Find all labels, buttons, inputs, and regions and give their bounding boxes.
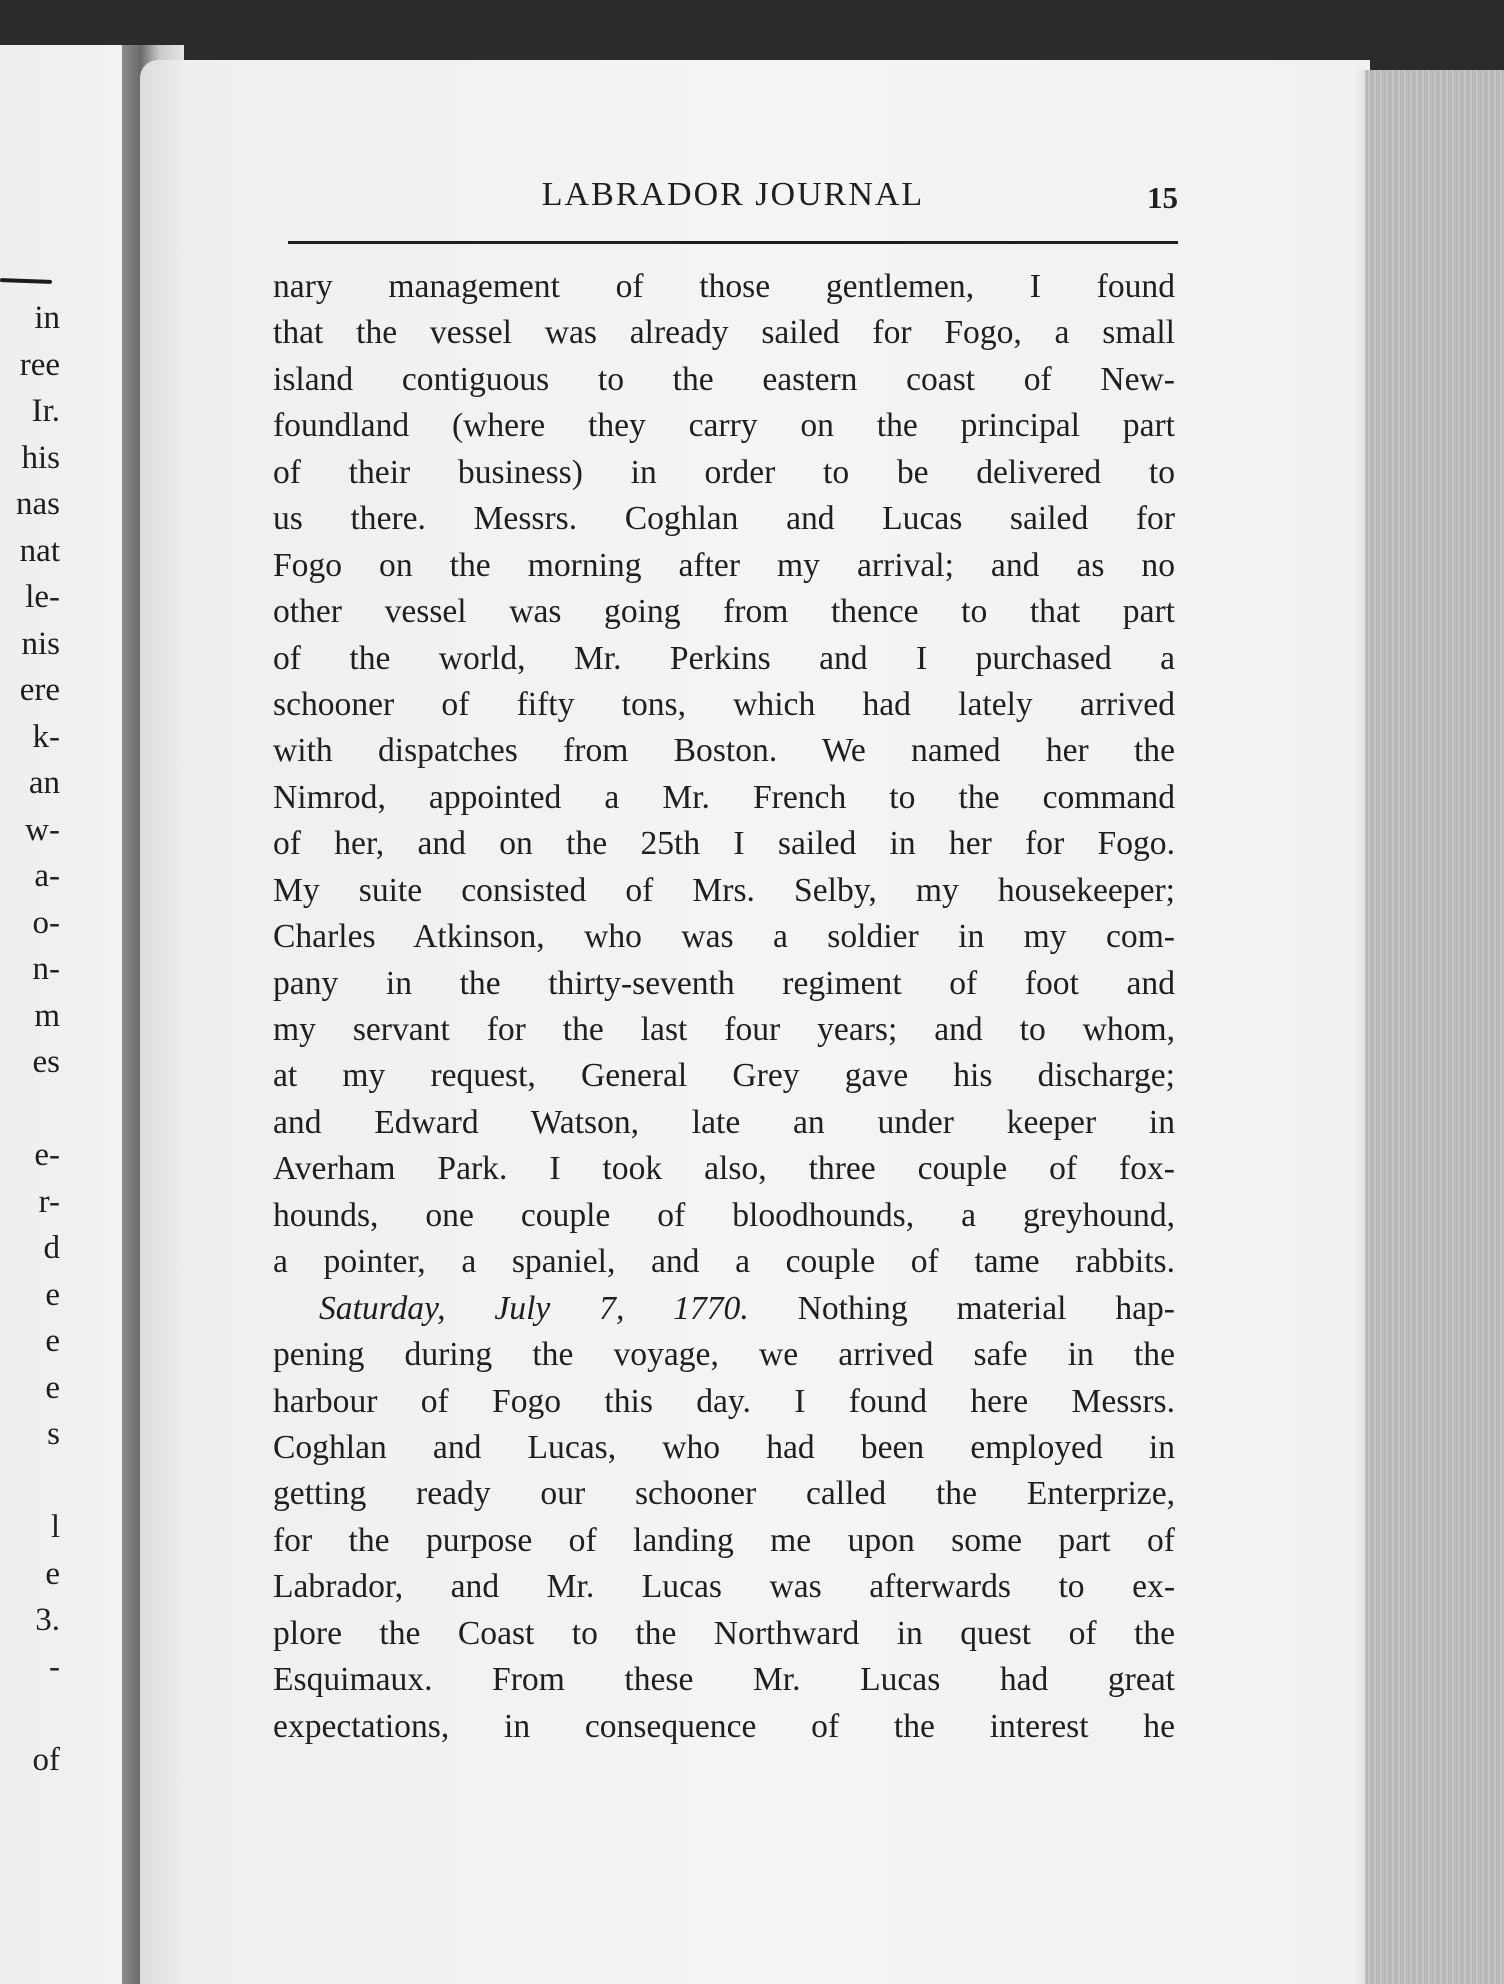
previous-page-line-fragment: e- <box>34 1137 60 1173</box>
text-line: pany in the thirty-seventh regiment of foot and <box>273 964 1175 1002</box>
page-number: 15 <box>1147 180 1178 215</box>
text-line: plore the Coast to the Northward in quest of the <box>273 1614 1175 1652</box>
entry-date: Saturday, July 7, 1770. <box>319 1289 749 1327</box>
previous-page-line-fragment: e <box>45 1369 60 1406</box>
body-text <box>273 264 1175 1750</box>
text-line: a pointer, a spaniel, and a couple of tame rabbits. <box>273 1243 1175 1281</box>
previous-page-line-fragment: e <box>45 1555 60 1592</box>
previous-page-line-fragment: his <box>21 439 60 476</box>
text-line: Fogo on the morning after my arrival; and as no <box>273 546 1175 584</box>
previous-page-line-fragment: ere <box>19 672 60 708</box>
previous-page-line-fragment: nis <box>21 625 60 662</box>
text-line: for the purpose of landing me upon some part of <box>273 1521 1175 1559</box>
text-line: Labrador, and Mr. Lucas was afterwards to ex- <box>273 1568 1175 1606</box>
previous-page-line-fragment <box>0 1086 60 1133</box>
previous-page-line-fragment: e <box>45 1276 60 1313</box>
text-line: schooner of fifty tons, which had lately arrived <box>273 685 1175 723</box>
text-line: my servant for the last four years; and to whom, <box>273 1011 1175 1048</box>
previous-page-line-fragment: nas <box>16 486 60 522</box>
text-line: and Edward Watson, late an under keeper in <box>273 1103 1175 1141</box>
text-line: with dispatches from Boston. We named her the <box>273 732 1175 770</box>
text-line: Averham Park. I took also, three couple of fox- <box>273 1150 1175 1188</box>
text-line: harbour of Fogo this day. I found here Messrs. <box>273 1382 1175 1420</box>
text-line: other vessel was going from thence to that part <box>273 593 1175 631</box>
book-page-edges <box>1365 70 1504 1984</box>
text-line: us there. Messrs. Coghlan and Lucas sailed for <box>273 500 1175 538</box>
previous-page-line-fragment: of <box>32 1741 60 1778</box>
previous-page-line-fragment: ree <box>19 346 60 383</box>
previous-page-line-fragment: 3. <box>35 1602 60 1638</box>
previous-page-line-fragment: in <box>34 300 60 336</box>
previous-page-line-fragment: w- <box>25 811 60 848</box>
text-line <box>273 1286 1175 1332</box>
text-line-rest: Nothing material hap- <box>748 1289 1175 1327</box>
text-line: Esquimaux. From these Mr. Lucas had great <box>273 1661 1175 1699</box>
text-line: Coghlan and Lucas, who had been employed in <box>273 1428 1175 1466</box>
text-line: that the vessel was already sailed for Fogo, a small <box>273 314 1175 352</box>
previous-page-line-fragment: nat <box>19 532 60 569</box>
text-line: foundland (where they carry on the principal part <box>273 407 1175 445</box>
previous-page-line-fragment: l <box>50 1509 60 1545</box>
text-line: of the world, Mr. Perkins and I purchased a <box>273 639 1175 677</box>
previous-page-line-fragment: d <box>43 1230 60 1266</box>
previous-page-line-fragment: a- <box>34 858 60 894</box>
previous-page-line-fragment: Ir. <box>31 393 60 429</box>
previous-page-line-fragment: n- <box>32 951 60 987</box>
previous-page-line-fragment <box>0 1458 60 1505</box>
text-line: island contiguous to the eastern coast of New- <box>273 360 1175 398</box>
previous-page-text-fragments <box>0 295 60 1783</box>
text-line: pening during the voyage, we arrived safe in the <box>273 1336 1175 1374</box>
previous-page-line-fragment: - <box>49 1648 60 1685</box>
text-line: hounds, one couple of bloodhounds, a greyhound, <box>273 1196 1175 1234</box>
page-header <box>288 176 1178 236</box>
previous-page-line-fragment: m <box>34 997 60 1034</box>
text-line: of her, and on the 25th I sailed in her for Fogo. <box>273 825 1175 863</box>
text-line: Nimrod, appointed a Mr. French to the command <box>273 778 1175 816</box>
text-line: getting ready our schooner called the Enterprize, <box>273 1475 1175 1513</box>
previous-page-line-fragment: s <box>47 1416 60 1452</box>
previous-page-rule <box>0 278 52 284</box>
previous-page-line-fragment: r- <box>38 1183 60 1220</box>
previous-page-line-fragment: k- <box>32 718 60 755</box>
text-line: of their business) in order to be delivered to <box>273 453 1175 491</box>
text-line: at my request, General Grey gave his discharge; <box>273 1057 1175 1095</box>
previous-page-line-fragment <box>0 1690 60 1737</box>
text-line: My suite consisted of Mrs. Selby, my housekeeper; <box>273 871 1175 909</box>
previous-page-line-fragment: es <box>32 1044 60 1080</box>
text-line: nary management of those gentlemen, I found <box>273 268 1175 305</box>
text-line: expectations, in consequence of the interest he <box>273 1707 1175 1745</box>
previous-page-line-fragment: o- <box>32 904 60 941</box>
text-line: Charles Atkinson, who was a soldier in my com- <box>273 918 1175 956</box>
previous-page-line-fragment: le- <box>25 579 60 615</box>
header-rule <box>288 241 1178 244</box>
previous-page-line-fragment: e <box>45 1323 60 1359</box>
previous-page-line-fragment: an <box>28 765 60 801</box>
running-title: LABRADOR JOURNAL <box>541 176 925 213</box>
